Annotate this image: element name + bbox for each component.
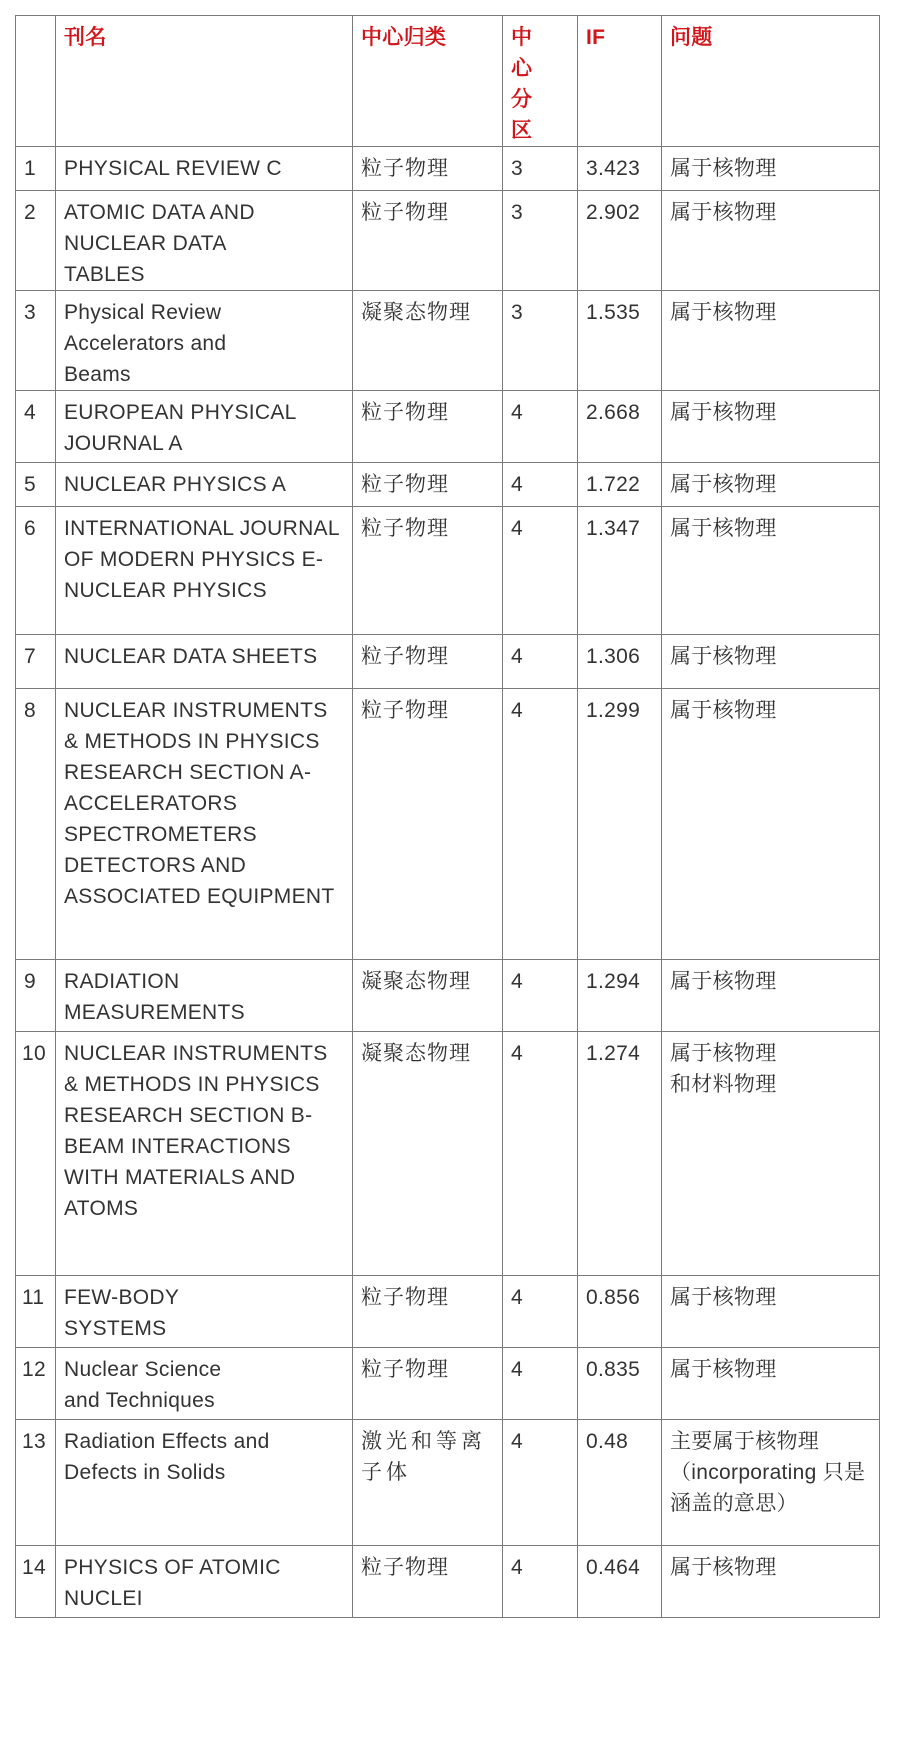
row-impact-factor: 0.835 (578, 1348, 662, 1420)
row-category: 粒子物理 (353, 147, 503, 191)
table-row (16, 391, 880, 463)
row-journal-name: NUCLEAR DATA SHEETS (56, 635, 353, 689)
row-issue: 属于核物理 (662, 689, 880, 960)
header-zone: 中心分区 (503, 16, 578, 147)
row-category: 粒子物理 (353, 1276, 503, 1348)
table-row (16, 1276, 880, 1348)
row-zone: 4 (503, 1032, 578, 1276)
table-row (16, 1348, 880, 1420)
row-zone: 4 (503, 1276, 578, 1348)
row-issue: 属于核物理 (662, 391, 880, 463)
row-journal-name: Radiation Effects and Defects in Solids (56, 1420, 353, 1546)
table-row (16, 191, 880, 291)
row-journal-name: NUCLEAR PHYSICS A (56, 463, 353, 507)
row-impact-factor: 1.294 (578, 960, 662, 1032)
row-index: 8 (16, 689, 56, 960)
row-category: 激光和等离子体 (353, 1420, 503, 1546)
table-row (16, 1420, 880, 1546)
row-zone: 4 (503, 507, 578, 635)
header-index (16, 16, 56, 147)
row-category: 凝聚态物理 (353, 960, 503, 1032)
row-impact-factor: 1.274 (578, 1032, 662, 1276)
row-journal-name: NUCLEAR INSTRUMENTS & METHODS IN PHYSICS RESEARCH SECTION B-BEAM INTERACTIONS WITH MATERIALS AND ATOMS (56, 1032, 353, 1276)
table-header-row (16, 16, 880, 147)
table-row (16, 1032, 880, 1276)
table-row (16, 507, 880, 635)
row-category: 粒子物理 (353, 391, 503, 463)
row-zone: 4 (503, 391, 578, 463)
journal-table (15, 15, 880, 1618)
row-zone: 3 (503, 291, 578, 391)
header-category: 中心归类 (353, 16, 503, 147)
row-issue: 属于核物理 (662, 291, 880, 391)
header-impact-factor: IF (578, 16, 662, 147)
row-category: 凝聚态物理 (353, 291, 503, 391)
row-index: 7 (16, 635, 56, 689)
row-impact-factor: 3.423 (578, 147, 662, 191)
row-journal-name: INTERNATIONAL JOURNAL OF MODERN PHYSICS E-NUCLEAR PHYSICS (56, 507, 353, 635)
row-zone: 4 (503, 463, 578, 507)
row-index: 13 (16, 1420, 56, 1546)
row-index: 11 (16, 1276, 56, 1348)
journal-table-container (15, 15, 879, 1618)
row-category: 粒子物理 (353, 689, 503, 960)
row-index: 9 (16, 960, 56, 1032)
row-category: 粒子物理 (353, 463, 503, 507)
row-index: 12 (16, 1348, 56, 1420)
table-row (16, 1546, 880, 1618)
row-journal-name: ATOMIC DATA AND NUCLEAR DATA TABLES (56, 191, 353, 291)
header-issue: 问题 (662, 16, 880, 147)
row-zone: 3 (503, 191, 578, 291)
row-impact-factor: 1.535 (578, 291, 662, 391)
row-impact-factor: 1.299 (578, 689, 662, 960)
row-index: 14 (16, 1546, 56, 1618)
row-issue: 属于核物理 (662, 191, 880, 291)
row-issue: 属于核物理 (662, 635, 880, 689)
row-zone: 4 (503, 1546, 578, 1618)
row-journal-name: Nuclear Science and Techniques (56, 1348, 353, 1420)
row-zone: 3 (503, 147, 578, 191)
row-issue: 主要属于核物理（incorporating 只是涵盖的意思） (662, 1420, 880, 1546)
row-index: 10 (16, 1032, 56, 1276)
row-issue: 属于核物理 (662, 463, 880, 507)
row-journal-name: PHYSICS OF ATOMIC NUCLEI (56, 1546, 353, 1618)
table-row (16, 291, 880, 391)
table-row (16, 635, 880, 689)
row-journal-name: EUROPEAN PHYSICAL JOURNAL A (56, 391, 353, 463)
table-row (16, 147, 880, 191)
row-index: 6 (16, 507, 56, 635)
row-impact-factor: 0.48 (578, 1420, 662, 1546)
table-row (16, 960, 880, 1032)
row-impact-factor: 1.347 (578, 507, 662, 635)
row-issue: 属于核物理 (662, 960, 880, 1032)
header-journal-name: 刊名 (56, 16, 353, 147)
row-zone: 4 (503, 1348, 578, 1420)
row-category: 粒子物理 (353, 635, 503, 689)
row-journal-name: FEW-BODY SYSTEMS (56, 1276, 353, 1348)
row-impact-factor: 1.306 (578, 635, 662, 689)
row-issue: 属于核物理 (662, 1348, 880, 1420)
row-index: 5 (16, 463, 56, 507)
row-impact-factor: 1.722 (578, 463, 662, 507)
table-row (16, 463, 880, 507)
row-issue: 属于核物理 (662, 1276, 880, 1348)
row-category: 粒子物理 (353, 191, 503, 291)
row-impact-factor: 2.668 (578, 391, 662, 463)
row-zone: 4 (503, 960, 578, 1032)
row-impact-factor: 0.464 (578, 1546, 662, 1618)
row-index: 1 (16, 147, 56, 191)
row-journal-name: Physical Review Accelerators and Beams (56, 291, 353, 391)
row-category: 凝聚态物理 (353, 1032, 503, 1276)
row-zone: 4 (503, 1420, 578, 1546)
row-category: 粒子物理 (353, 507, 503, 635)
row-index: 2 (16, 191, 56, 291)
row-impact-factor: 2.902 (578, 191, 662, 291)
row-issue: 属于核物理 (662, 147, 880, 191)
row-index: 3 (16, 291, 56, 391)
row-zone: 4 (503, 635, 578, 689)
row-journal-name: NUCLEAR INSTRUMENTS & METHODS IN PHYSICS RESEARCH SECTION A-ACCELERATORS SPECTROMETERS DETECTORS AND ASSOCIATED EQUIPMENT (56, 689, 353, 960)
table-row (16, 689, 880, 960)
row-issue: 属于核物理 (662, 1546, 880, 1618)
row-journal-name: RADIATION MEASUREMENTS (56, 960, 353, 1032)
row-impact-factor: 0.856 (578, 1276, 662, 1348)
row-category: 粒子物理 (353, 1546, 503, 1618)
row-zone: 4 (503, 689, 578, 960)
row-journal-name: PHYSICAL REVIEW C (56, 147, 353, 191)
row-issue: 属于核物理和材料物理 (662, 1032, 880, 1276)
row-category: 粒子物理 (353, 1348, 503, 1420)
row-issue: 属于核物理 (662, 507, 880, 635)
row-index: 4 (16, 391, 56, 463)
